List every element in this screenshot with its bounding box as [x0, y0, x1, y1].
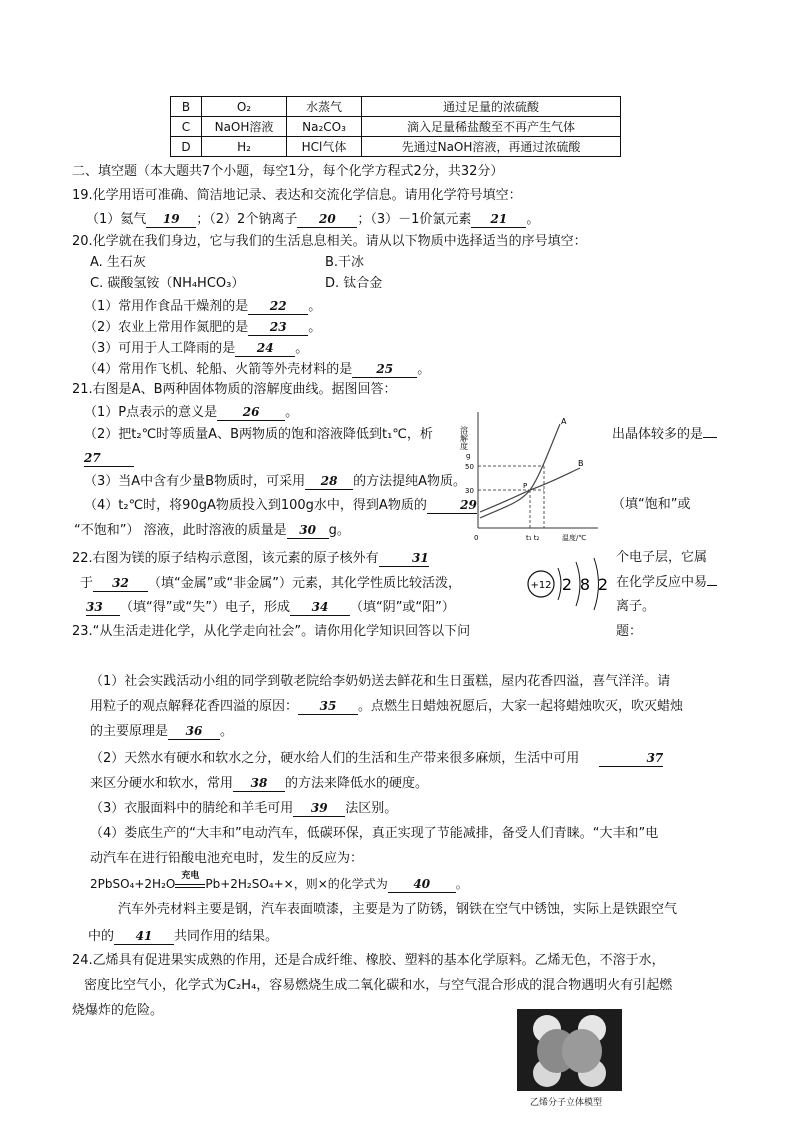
- text: （填“阴”或“阳”）: [349, 600, 455, 615]
- q23-p4b: 动汽车在进行铅酸电池充电时，发生的反应为：: [90, 851, 364, 866]
- table-cell: C: [171, 117, 202, 137]
- answer-blank-25[interactable]: 25: [352, 361, 417, 378]
- text: 的主要原理是: [90, 724, 169, 739]
- text: 共同作用的结果。: [174, 929, 279, 944]
- answer-blank-24[interactable]: 24: [235, 340, 295, 357]
- table-row: [171, 97, 621, 117]
- ethylene-model-image: [517, 1009, 622, 1091]
- answer-blank-29[interactable]: 29: [427, 497, 477, 514]
- answer-blank-32[interactable]: 32: [93, 575, 148, 592]
- table-cell: Na₂CO₃: [287, 117, 362, 137]
- q24-line-3: 烧爆炸的危险。: [72, 1003, 164, 1018]
- table-cell: H₂: [202, 137, 287, 157]
- text: （1）氦气: [86, 212, 147, 227]
- text: “不饱和”） 溶液，此时溶液的质量是: [74, 523, 287, 538]
- text: （3）衣服面料中的腈纶和羊毛可用: [90, 801, 294, 816]
- answer-blank-38[interactable]: 38: [233, 775, 285, 792]
- answer-blank-28[interactable]: 28: [305, 473, 353, 490]
- x-label: 温度/℃: [562, 534, 587, 542]
- x-ticks: t₁ t₂: [526, 534, 540, 542]
- shell-arc: [558, 568, 561, 600]
- text: ；（2）2个钠离子: [196, 212, 298, 227]
- nucleus-charge: +12: [530, 580, 552, 591]
- table-cell: D: [171, 137, 202, 157]
- text: （1）P点表示的意义是: [84, 405, 218, 420]
- text: （2）农业上常用作氮肥的是: [84, 320, 249, 335]
- text: 。: [455, 877, 468, 891]
- curve-b-label: B: [578, 459, 584, 468]
- text: 22.右图为镁的原子结构示意图，该元素的原子核外有: [72, 551, 379, 566]
- q23-p5b: [88, 928, 278, 945]
- solubility-graph: [459, 408, 602, 546]
- curve-a-label: A: [561, 417, 567, 426]
- blank-line: [703, 437, 717, 438]
- answer-blank-26[interactable]: 26: [217, 404, 285, 421]
- answer-blank-36[interactable]: 36: [168, 723, 220, 740]
- q21-line-1: [84, 404, 298, 421]
- q23-equation: [90, 871, 468, 893]
- q20-line-1: [84, 298, 321, 315]
- text: 。: [220, 724, 234, 739]
- q22-line-1a: [72, 550, 429, 567]
- text: 用粒子的观点解释花香四溢的原因：: [90, 699, 299, 714]
- q24-line-1: 24.乙烯具有促进果实成熟的作用，还是合成纤维、橡胶、塑料的基本化学原料。乙烯无色，不溶于水，: [72, 953, 665, 968]
- text: （2）天然水有硬水和软水之分，硬水给人们的生活和生产带来很多麻烦，生活中可用: [90, 751, 580, 766]
- answer-blank-21[interactable]: 21: [471, 211, 526, 228]
- answer-blank-37[interactable]: 37: [599, 750, 663, 767]
- q19-line: [86, 211, 539, 228]
- option-c: C. 碳酸氢铵（NH₄HCO₃）: [90, 276, 245, 291]
- carbon-atom: [562, 1029, 602, 1073]
- answer-blank-30[interactable]: 30: [287, 522, 329, 539]
- table-row: [171, 137, 621, 157]
- text: 的方法提纯A物质。: [353, 474, 466, 489]
- tick-30: 30: [465, 487, 474, 495]
- origin-label: 0: [474, 534, 479, 542]
- text: 来区分硬水和软水，常用: [90, 776, 234, 791]
- table-row: [171, 117, 621, 137]
- q22-line-2a: [80, 575, 461, 592]
- text: ；（3）－1价氯元素: [357, 212, 472, 227]
- answer-blank-39[interactable]: 39: [293, 800, 345, 817]
- curve-a: [480, 424, 560, 518]
- table-cell: 水蒸气: [287, 97, 362, 117]
- text: （4）常用作飞机、轮船、火箭等外壳材料的是: [84, 362, 353, 377]
- q21-line-2a: （2）把t₂℃时等质量A、B两物质的饱和溶液降低到t₁℃，析: [84, 427, 433, 442]
- q20-stem: 20.化学就在我们身边，它与我们的生活息息相关。请从以下物质中选择适当的序号填空：: [72, 234, 587, 249]
- shell-1-electrons: 2: [561, 575, 573, 594]
- text: 。点燃生日蜡烛祝愿后，大家一起将蜡烛吹灭，吹灭蜡烛: [358, 699, 684, 714]
- q21-line-3: [84, 473, 466, 490]
- text: 出晶体较多的是: [612, 427, 704, 442]
- q20-line-2: [84, 319, 321, 336]
- options-table: [170, 96, 621, 157]
- q21-line-4c: [74, 522, 350, 539]
- q24-line-2: 密度比空气小，化学式为C₂H₄，容易燃烧生成二氧化碳和水，与空气混合形成的混合物遇明火有引起燃: [84, 978, 673, 993]
- equation-condition: 充电: [181, 871, 200, 881]
- answer-blank-41[interactable]: 41: [114, 928, 174, 945]
- table-cell: 先通过NaOH溶液，再通过浓硫酸: [362, 137, 621, 157]
- tick-50: 50: [465, 463, 474, 471]
- text: 法区别。: [345, 801, 398, 816]
- equation-right: Pb+2H₂SO₄+×，则×的化学式为: [205, 877, 388, 891]
- q22-line-2c: [616, 575, 717, 591]
- q20-line-4: [84, 361, 430, 378]
- table-cell: 通过足量的浓硫酸: [362, 97, 621, 117]
- q23-p3: [90, 800, 397, 817]
- text: 。: [308, 320, 322, 335]
- answer-blank-40[interactable]: 40: [388, 876, 456, 893]
- text: 。: [295, 341, 309, 356]
- text: 。: [285, 405, 299, 420]
- q23-p4a: （4）娄底生产的“大丰和”电动汽车，低碳环保，真正实现了节能减排，备受人们青睐。“大丰和”电: [90, 826, 659, 841]
- equation-left: 2PbSO₄+2H₂O: [90, 877, 176, 891]
- q23-p2b: [90, 775, 428, 792]
- image-caption: 乙烯分子立体模型: [530, 1098, 603, 1108]
- q21-stem: 21.右图是A、B两种固体物质的溶解度曲线。据图回答：: [72, 382, 397, 397]
- text: 中的: [88, 929, 115, 944]
- q19-stem: 19.化学用语可准确、简洁地记录、表达和交流化学信息。请用化学符号填空：: [72, 188, 522, 203]
- q23-stem: 23.“从生活走进化学，从化学走向社会”。请你用化学知识回答以下问: [72, 624, 471, 639]
- q23-p1a: （1）社会实践活动小组的同学到敬老院给李奶奶送去鲜花和生日蛋糕，屋内花香四溢，喜气洋洋。请: [90, 674, 671, 689]
- text: 。: [526, 212, 540, 227]
- q23-stem-end: 题：: [616, 624, 643, 639]
- answer-blank-20[interactable]: 20: [297, 211, 357, 228]
- y-label: 溶解度: [459, 426, 469, 450]
- point-p-label: P: [523, 482, 528, 490]
- text: 。: [308, 299, 322, 314]
- answer-blank-23[interactable]: 23: [248, 319, 308, 336]
- q23-p5a: 汽车外壳材料主要是钢，汽车表面喷漆，主要是为了防锈，钢铁在空气中锈蚀，实际上是铁跟空气: [118, 902, 678, 917]
- table-cell: NaOH溶液: [202, 117, 287, 137]
- shell-3-electrons: 2: [597, 575, 609, 594]
- magnesium-atom-diagram: [526, 548, 614, 618]
- answer-blank-22[interactable]: 22: [248, 298, 308, 315]
- text: 在化学反应中易: [616, 575, 708, 590]
- equation-arrow: [175, 871, 205, 888]
- text: 于: [80, 576, 94, 591]
- text: （1）常用作食品干燥剂的是: [84, 299, 249, 314]
- option-b: B.干冰: [325, 255, 365, 270]
- text: g。: [328, 523, 350, 538]
- q23-p1d: [90, 723, 233, 740]
- q22-line-3a: [86, 599, 455, 616]
- text: 。: [417, 362, 431, 377]
- answer-blank-19[interactable]: 19: [146, 211, 196, 228]
- table-cell: B: [171, 97, 202, 117]
- y-unit: g: [466, 452, 471, 460]
- table-cell: HCl气体: [287, 137, 362, 157]
- shell-2-electrons: 8: [579, 575, 591, 594]
- text: （填“得”或“失”）电子，形成: [120, 600, 290, 615]
- answer-blank-33[interactable]: 33: [86, 599, 120, 616]
- q21-line-4b: （填“饱和”或: [612, 497, 691, 512]
- text: （4）t₂℃时，将90gA物质投入到100g水中，得到A物质的: [84, 498, 427, 513]
- text: （3）当A中含有少量B物质时，可采用: [84, 474, 306, 489]
- blank-line: [707, 585, 717, 586]
- answer-blank-34[interactable]: 34: [290, 599, 350, 616]
- q22-line-3c: 离子。: [616, 599, 656, 614]
- double-line: [175, 884, 205, 888]
- answer-blank-35[interactable]: 35: [298, 698, 358, 715]
- q21-line-2c: [84, 450, 134, 467]
- table-cell: O₂: [202, 97, 287, 117]
- option-d: D. 钛合金: [325, 276, 383, 291]
- text: （填“金属”或“非金属”）元素，其化学性质比较活泼，: [148, 576, 461, 591]
- q21-line-4a: [84, 497, 477, 514]
- q21-line-2b: [612, 427, 717, 443]
- answer-blank-27[interactable]: 27: [84, 450, 134, 467]
- text: 的方法来降低水的硬度。: [285, 776, 429, 791]
- q23-p2a: [90, 750, 663, 767]
- q20-line-3: [84, 340, 308, 357]
- q23-p1b: [90, 698, 683, 715]
- table-cell: 滴入足量稀盐酸至不再产生气体: [362, 117, 621, 137]
- text: （3）可用于人工降雨的是: [84, 341, 236, 356]
- answer-blank-31[interactable]: 31: [379, 550, 429, 567]
- q22-line-1b: 个电子层，它属: [616, 550, 708, 565]
- option-a: A. 生石灰: [90, 255, 146, 270]
- section-heading: 二、填空题（本大题共7个小题，每空1分，每个化学方程式2分，共32分）: [72, 164, 504, 179]
